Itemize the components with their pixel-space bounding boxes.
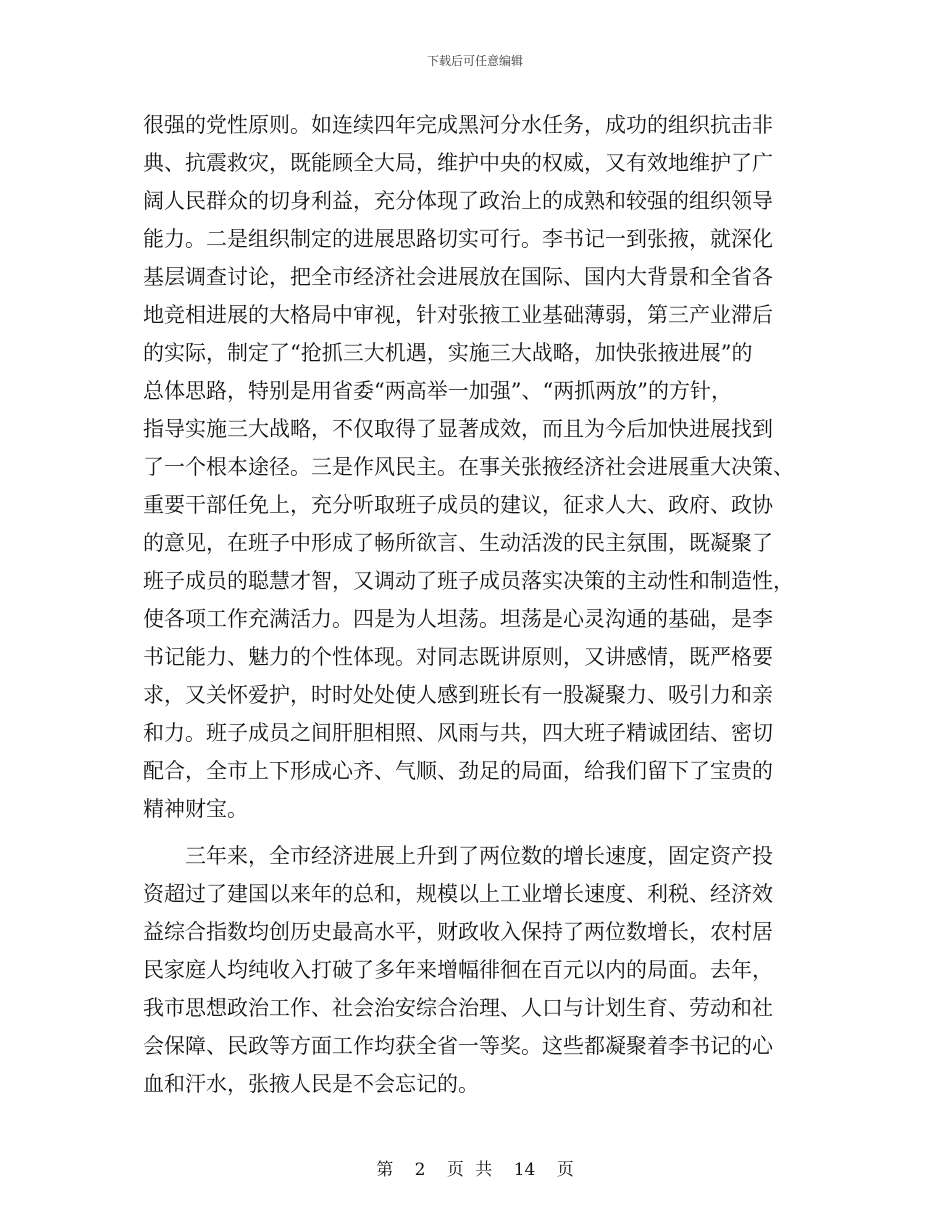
text-line: 很强的党性原则。如连续四年完成黑河分水任务，成功的组织抗击非 bbox=[143, 113, 773, 137]
paragraph bbox=[143, 837, 807, 1103]
page-label-suffix: 页 bbox=[556, 1160, 574, 1180]
paragraph bbox=[143, 106, 807, 828]
text-line: 配合，全市上下形成心齐、气顺、劲足的局面，给我们留下了宝贵的 bbox=[143, 759, 773, 783]
text-line: 总体思路，特别是用省委“两高举一加强”、“两抓两放”的方针， bbox=[143, 379, 732, 403]
page-label-middle: 页 共 bbox=[446, 1160, 493, 1180]
text-line: 阔人民群众的切身利益，充分体现了政治上的成熟和较强的组织领导 bbox=[143, 189, 773, 213]
page-footer bbox=[0, 1155, 950, 1180]
text-line: 重要干部任免上，充分听取班子成员的建议，征求人大、政府、政协 bbox=[143, 493, 773, 517]
paragraph-gap bbox=[143, 828, 807, 837]
text-line: 精神财宝。 bbox=[143, 797, 248, 821]
text-line: 的实际，制定了“抢抓三大机遇，实施三大战略，加快张掖进展”的 bbox=[143, 341, 753, 365]
page-label-prefix: 第 bbox=[376, 1160, 394, 1180]
text-line: 资超过了建国以来年的总和，规模以上工业增长速度、利税、经济效 bbox=[143, 882, 773, 906]
text-line: 三年来，全市经济进展上升到了两位数的增长速度，固定资产投 bbox=[185, 844, 773, 868]
text-line: 益综合指数均创历史最高水平，财政收入保持了两位数增长，农村居 bbox=[143, 920, 773, 944]
text-line: 和力。班子成员之间肝胆相照、风雨与共，四大班子精诚团结、密切 bbox=[143, 721, 773, 745]
text-line: 基层调查讨论，把全市经济社会进展放在国际、国内大背景和全省各 bbox=[143, 265, 773, 289]
text-line: 指导实施三大战略，不仅取得了显著成效，而且为今后加快进展找到 bbox=[143, 417, 773, 441]
text-line: 求，又关怀爱护，时时处处使人感到班长有一股凝聚力、吸引力和亲 bbox=[143, 683, 773, 707]
text-line: 民家庭人均纯收入打破了多年来增幅徘徊在百元以内的局面。去年， bbox=[143, 958, 773, 982]
text-line: 书记能力、魅力的个性体现。对同志既讲原则，又讲感情，既严格要 bbox=[143, 645, 773, 669]
page-header: 下载后可任意编辑 bbox=[426, 54, 523, 68]
total-pages-number: 14 bbox=[513, 1160, 536, 1180]
text-line: 能力。二是组织制定的进展思路切实可行。李书记一到张掖，就深化 bbox=[143, 227, 773, 251]
text-line: 血和汗水，张掖人民是不会忘记的。 bbox=[143, 1072, 479, 1096]
current-page-number: 2 bbox=[414, 1160, 426, 1180]
text-line: 了一个根本途径。三是作风民主。在事关张掖经济社会进展重大决策、 bbox=[143, 455, 794, 479]
text-line: 我市思想政治工作、社会治安综合治理、人口与计划生育、劳动和社 bbox=[143, 996, 773, 1020]
text-line: 的意见，在班子中形成了畅所欲言、生动活泼的民主氛围，既凝聚了 bbox=[143, 531, 773, 555]
text-line: 典、抗震救灾，既能顾全大局，维护中央的权威，又有效地维护了广 bbox=[143, 151, 773, 175]
text-line: 使各项工作充满活力。四是为人坦荡。坦荡是心灵沟通的基础，是李 bbox=[143, 607, 773, 631]
text-line: 会保障、民政等方面工作均获全省一等奖。这些都凝聚着李书记的心 bbox=[143, 1034, 773, 1058]
document-body bbox=[143, 106, 807, 1103]
text-line: 班子成员的聪慧才智，又调动了班子成员落实决策的主动性和制造性， bbox=[143, 569, 794, 593]
text-line: 地竞相进展的大格局中审视，针对张掖工业基础薄弱，第三产业滞后 bbox=[143, 303, 773, 327]
